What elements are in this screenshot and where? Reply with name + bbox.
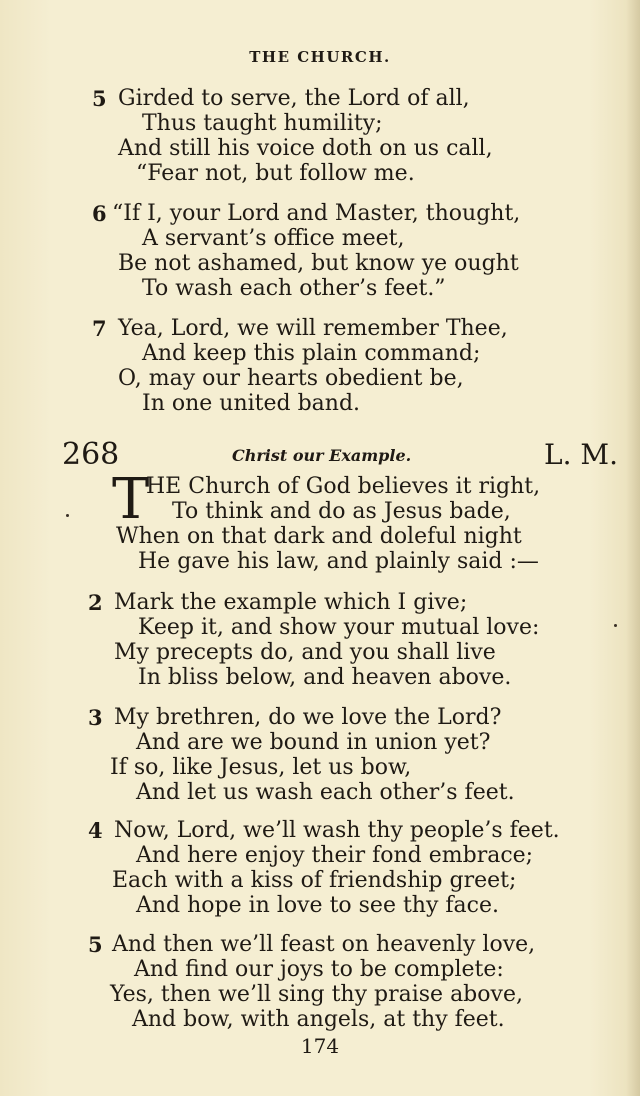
stanza-line: In one united band.: [142, 391, 361, 416]
stanza-number: 7: [92, 316, 107, 341]
stanza-line: Yes, then we’ll sing thy praise above,: [110, 982, 523, 1007]
stanza-number: 6: [92, 201, 107, 226]
stanza-line: Thus taught humility;: [142, 111, 383, 136]
print-speck: [614, 624, 617, 627]
stanza-line: When on that dark and doleful night: [116, 524, 522, 549]
hymn-meter: L. M.: [544, 438, 618, 471]
stanza-line: He gave his law, and plainly said :—: [138, 549, 539, 574]
stanza-line: Mark the example which I give;: [114, 590, 468, 615]
running-head: THE CHURCH.: [249, 48, 391, 66]
stanza-line: And then we’ll feast on heavenly love,: [112, 932, 536, 957]
stanza-line: And bow, with angels, at thy feet.: [132, 1007, 505, 1032]
stanza-number: 5: [92, 86, 107, 111]
stanza-line: Be not ashamed, but know ye ought: [118, 251, 519, 276]
stanza-line: In bliss below, and heaven above.: [138, 665, 512, 690]
stanza-line: To think and do as Jesus bade,: [172, 499, 511, 524]
stanza-line: HE Church of God believes it right,: [146, 474, 541, 499]
stanza-line: Now, Lord, we’ll wash thy people’s feet.: [114, 818, 560, 843]
stanza-line: And are we bound in union yet?: [136, 730, 491, 755]
stanza-number: 4: [88, 818, 103, 843]
stanza-line: And still his voice doth on us call,: [118, 136, 493, 161]
print-speck: [66, 514, 69, 517]
stanza-line: My brethren, do we love the Lord?: [114, 705, 502, 730]
page-number: 174: [300, 1034, 340, 1058]
stanza-number: 5: [88, 932, 103, 957]
stanza-line: My precepts do, and you shall live: [114, 640, 496, 665]
stanza-line: And find our joys to be complete:: [134, 957, 504, 982]
stanza-number: 3: [88, 705, 103, 730]
page-edge-shadow: [626, 0, 640, 1096]
stanza-line: If so, like Jesus, let us bow,: [110, 755, 412, 780]
stanza-line: Girded to serve, the Lord of all,: [118, 86, 470, 111]
drop-cap: T: [112, 467, 150, 532]
stanza-line: Each with a kiss of friendship greet;: [112, 868, 517, 893]
stanza-line: To wash each other’s feet.”: [142, 276, 446, 301]
stanza-line: “Fear not, but follow me.: [136, 161, 415, 186]
stanza-line: A servant’s office meet,: [142, 226, 405, 251]
stanza-line: And keep this plain command;: [142, 341, 481, 366]
stanza-line: O, may our hearts obedient be,: [118, 366, 464, 391]
stanza-line: And let us wash each other’s feet.: [136, 780, 515, 805]
stanza-line: “If I, your Lord and Master, thought,: [112, 201, 521, 226]
stanza-line: Yea, Lord, we will remember Thee,: [118, 316, 508, 341]
stanza-line: Keep it, and show your mutual love:: [138, 615, 540, 640]
hymn-number: 268: [62, 437, 120, 472]
stanza-line: And here enjoy their fond embrace;: [136, 843, 534, 868]
stanza-line: And hope in love to see thy face.: [136, 893, 499, 918]
stanza-number: 2: [88, 590, 103, 615]
hymn-title: Christ our Example.: [232, 446, 412, 465]
